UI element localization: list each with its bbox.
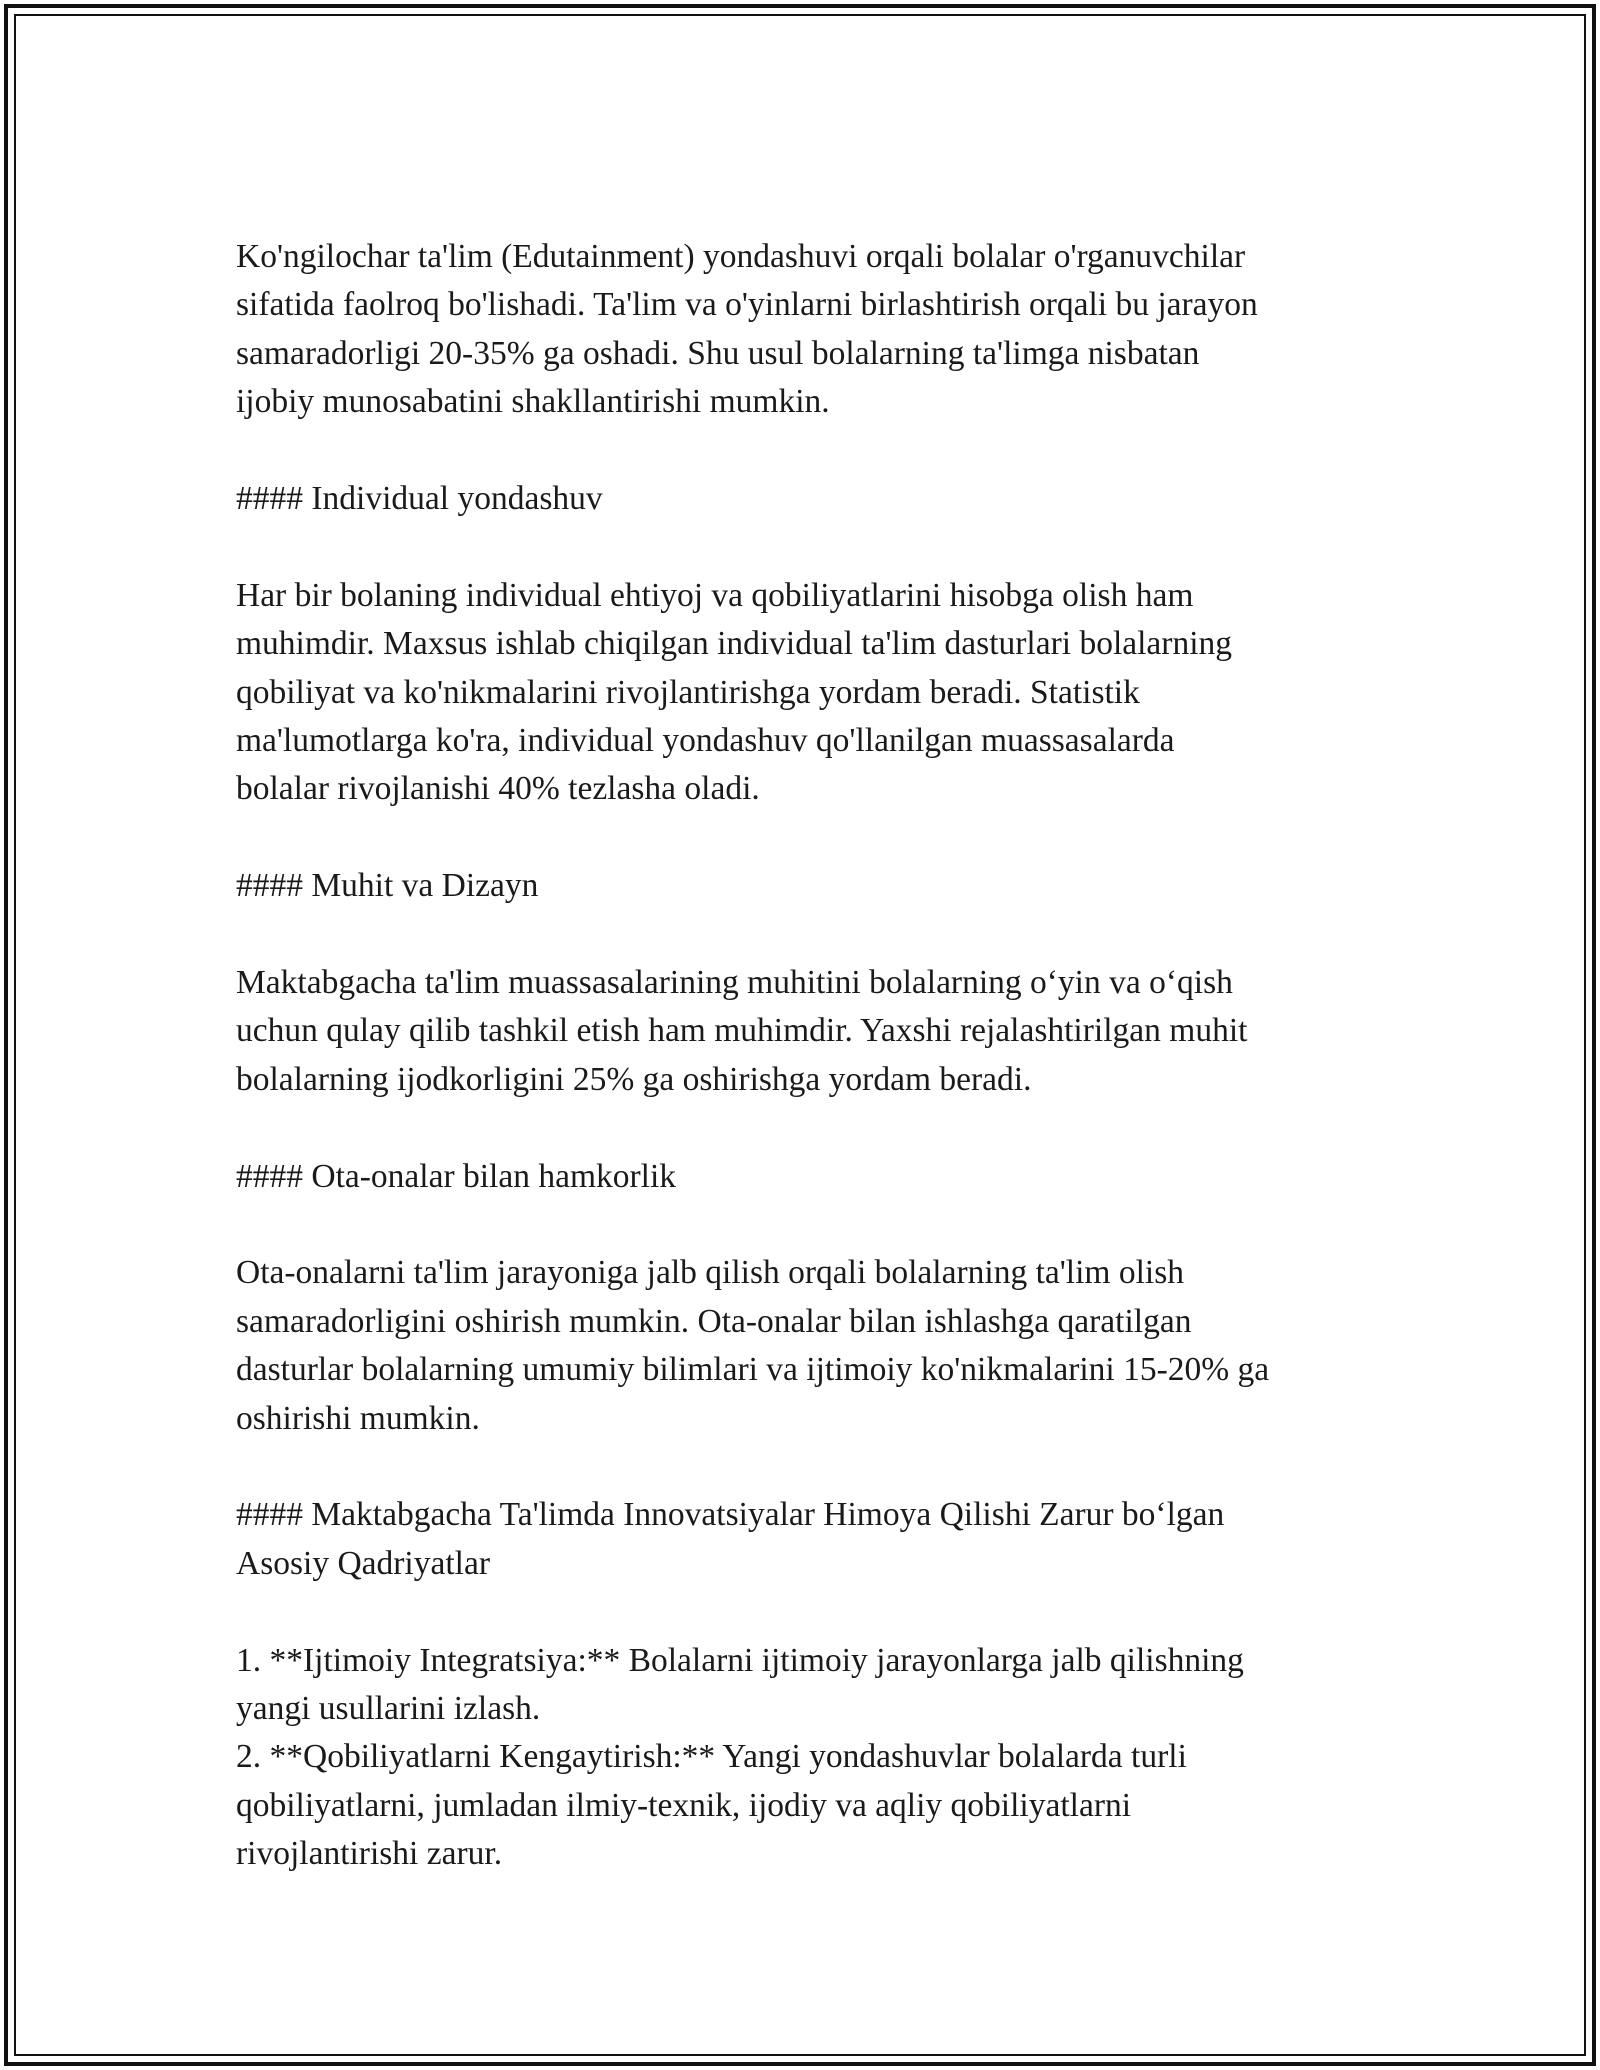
- heading-ota-onalar: #### Ota-onalar bilan hamkorlik: [236, 1157, 677, 1195]
- heading-muhit-va-dizayn: #### Muhit va Dizayn: [236, 867, 539, 905]
- paragraph-edutainment: Ko'ngilochar ta'lim (Edutainment) yondashuvi orqali bolalar o'rganuvchilar sifatida faolroq bo'lishadi. Ta'lim va o'yinlarni birlashtirish orqali bu jarayon samaradorligi 20-35% ga oshadi. Shu usul bolalarning ta'limga nisbatan ijobiy munosabatini shakllantirishi mumkin.: [236, 238, 1258, 421]
- list-item: 1. **Ijtimoiy Integratsiya:** Bolalarni ijtimoiy jarayonlarga jalb qilishning yangi usullarini izlash.: [236, 1641, 1244, 1728]
- heading-individual-yondashuv: #### Individual yondashuv: [236, 480, 603, 518]
- document-body: [236, 233, 1386, 1879]
- paragraph-individual: Har bir bolaning individual ehtiyoj va qobiliyatlarini hisobga olish ham muhimdir. Maxsus ishlab chiqilgan individual ta'lim dasturlari bolalarning qobiliyat va ko'nikmalarini rivojlantirishga yordam beradi. Statistik ma'lumotlarga ko'ra, individual yondashuv qo'llanilgan muassasalarda bolalar rivojlanishi 40% tezlasha oladi.: [236, 576, 1233, 808]
- paragraph-muhit: Maktabgacha ta'lim muassasalarining muhitini bolalarning o‘yin va o‘qish uchun qulay qilib tashkil etish ham muhimdir. Yaxshi rejalashtirilgan muhit bolalarning ijodkorligini 25% ga oshirishga yordam beradi.: [236, 964, 1248, 1098]
- list-item: 2. **Qobiliyatlarni Kengaytirish:** Yangi yondashuvlar bolalarda turli qobiliyatlarni, jumladan ilmiy-texnik, ijodiy va aqliy qobiliyatlarni rivojlantirishi zarur.: [236, 1738, 1187, 1873]
- values-list: [236, 1637, 1386, 1879]
- heading-asosiy-qadriyatlar: #### Maktabgacha Ta'limda Innovatsiyalar Himoya Qilishi Zarur bo‘lgan Asosiy Qadriyatlar: [236, 1496, 1225, 1582]
- paragraph-ota-onalar: Ota-onalarni ta'lim jarayoniga jalb qilish orqali bolalarning ta'lim olish samaradorligini oshirish mumkin. Ota-onalar bilan ishlashga qaratilgan dasturlar bolalarning umumiy bilimlari va ijtimoiy ko'nikmalarini 15-20% ga oshirishi mumkin.: [236, 1254, 1270, 1437]
